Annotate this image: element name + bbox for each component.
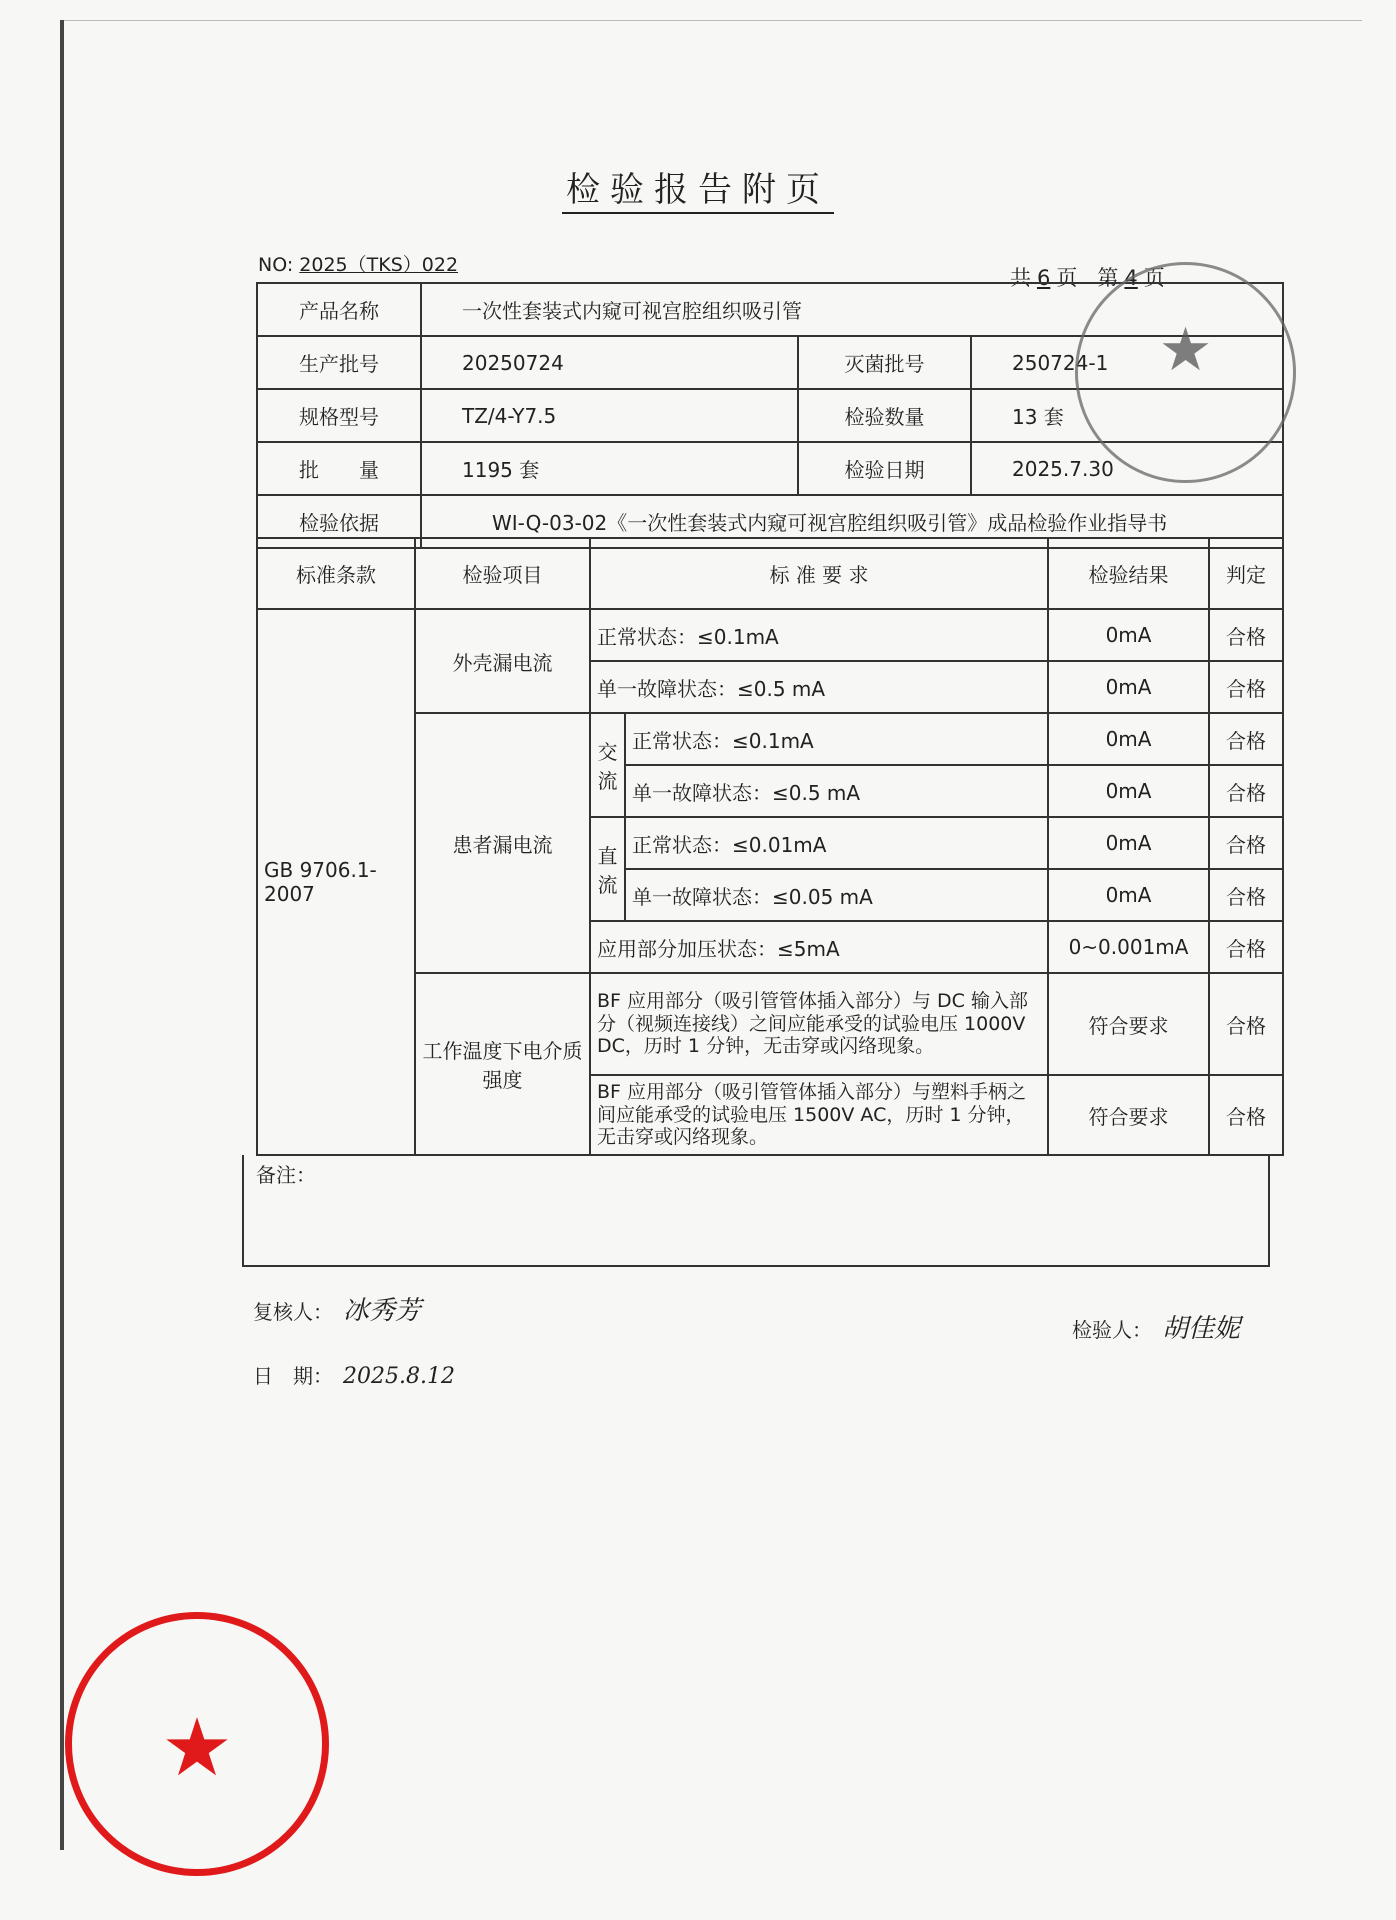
model-label: 规格型号 xyxy=(257,389,421,442)
reviewer-signature: 冰秀芳 xyxy=(343,1296,422,1326)
header-item: 检验项目 xyxy=(415,538,590,609)
no-label: NO: xyxy=(258,254,294,276)
result-6: 0~0.001mA xyxy=(1048,921,1209,973)
sterile-batch: 250724-1 xyxy=(971,336,1283,389)
batch-label: 生产批号 xyxy=(257,336,421,389)
current-page: 4 xyxy=(1124,266,1138,290)
header-clause: 标准条款 xyxy=(257,538,415,609)
report-number xyxy=(258,250,458,277)
total-suffix: 页 xyxy=(1056,266,1078,290)
date xyxy=(253,1360,455,1389)
no-value: 2025（TKS）022 xyxy=(299,254,459,276)
req-0: 正常状态：≤0.1mA xyxy=(590,609,1048,661)
inspect-date-label: 检验日期 xyxy=(798,442,971,495)
inspection-stamp xyxy=(1075,262,1296,483)
group-ac: 交流 xyxy=(590,713,625,817)
req-6: 应用部分加压状态：≤5mA xyxy=(590,921,1048,973)
current-prefix: 第 xyxy=(1097,266,1119,290)
total-pages: 6 xyxy=(1037,266,1051,290)
current-suffix: 页 xyxy=(1143,266,1165,290)
group-patient: 患者漏电流 xyxy=(415,713,590,973)
page-title xyxy=(0,162,1396,211)
sterile-batch-label: 灭菌批号 xyxy=(798,336,971,389)
inspector-label: 检验人： xyxy=(1072,1318,1152,1342)
result-0: 0mA xyxy=(1048,609,1209,661)
result-7: 符合要求 xyxy=(1048,973,1209,1075)
basis-label: 检验依据 xyxy=(257,495,421,548)
lot-size-label: 批 量 xyxy=(257,442,421,495)
header-result: 检验结果 xyxy=(1048,538,1209,609)
result-3: 0mA xyxy=(1048,765,1209,817)
req-8: BF 应用部分（吸引管管体插入部分）与塑料手柄之间应能承受的试验电压 1500V AC，历时 1 分钟，无击穿或闪络现象。 xyxy=(590,1075,1048,1155)
req-1: 单一故障状态：≤0.5 mA xyxy=(590,661,1048,713)
page-edge-top xyxy=(62,20,1362,21)
req-2: 正常状态：≤0.1mA xyxy=(625,713,1048,765)
req-5: 单一故障状态：≤0.05 mA xyxy=(625,869,1048,921)
result-5: 0mA xyxy=(1048,869,1209,921)
standard-clause: GB 9706.1-2007 xyxy=(257,609,415,1155)
req-4: 正常状态：≤0.01mA xyxy=(625,817,1048,869)
verdict-3: 合格 xyxy=(1209,765,1283,817)
batch: 20250724 xyxy=(421,336,798,389)
group-enclosure: 外壳漏电流 xyxy=(415,609,590,713)
verdict-8: 合格 xyxy=(1209,1075,1283,1155)
remark-box xyxy=(242,1155,1270,1267)
group-dc: 直流 xyxy=(590,817,625,921)
inspect-date: 2025.7.30 xyxy=(971,442,1283,495)
verdict-1: 合格 xyxy=(1209,661,1283,713)
date-label: 日 期： xyxy=(253,1364,333,1388)
header-verdict: 判定 xyxy=(1209,538,1283,609)
test-table xyxy=(256,537,1284,1156)
total-prefix: 共 xyxy=(1010,266,1031,290)
inspector-signature: 胡佳妮 xyxy=(1162,1314,1241,1344)
reviewer xyxy=(253,1290,421,1327)
product-name-label: 产品名称 xyxy=(257,283,421,336)
verdict-5: 合格 xyxy=(1209,869,1283,921)
remark-label: 备注： xyxy=(256,1163,316,1187)
header-requirement: 标 准 要 求 xyxy=(590,538,1048,609)
group-dielectric: 工作温度下电介质强度 xyxy=(415,973,590,1155)
model: TZ/4-Y7.5 xyxy=(421,389,798,442)
verdict-4: 合格 xyxy=(1209,817,1283,869)
result-8: 符合要求 xyxy=(1048,1075,1209,1155)
result-2: 0mA xyxy=(1048,713,1209,765)
page-edge-left xyxy=(60,20,64,1850)
verdict-0: 合格 xyxy=(1209,609,1283,661)
star-icon: ★ xyxy=(161,1701,233,1794)
star-icon: ★ xyxy=(1158,315,1213,385)
req-3: 单一故障状态：≤0.5 mA xyxy=(625,765,1048,817)
verdict-6: 合格 xyxy=(1209,921,1283,973)
inspector xyxy=(1072,1308,1240,1345)
quality-stamp xyxy=(65,1612,329,1876)
inspect-qty-label: 检验数量 xyxy=(798,389,971,442)
verdict-2: 合格 xyxy=(1209,713,1283,765)
date-signature: 2025.8.12 xyxy=(343,1364,455,1389)
result-1: 0mA xyxy=(1048,661,1209,713)
basis: WI-Q-03-02《一次性套装式内窥可视宫腔组织吸引管》成品检验作业指导书 xyxy=(421,495,1283,548)
title-text: 检验报告附页 xyxy=(562,170,834,214)
lot-size: 1195 套 xyxy=(421,442,798,495)
result-4: 0mA xyxy=(1048,817,1209,869)
verdict-7: 合格 xyxy=(1209,973,1283,1075)
reviewer-label: 复核人： xyxy=(253,1300,333,1324)
req-7: BF 应用部分（吸引管管体插入部分）与 DC 输入部分（视频连接线）之间应能承受的试验电压 1000V DC，历时 1 分钟，无击穿或闪络现象。 xyxy=(590,973,1048,1075)
inspect-qty: 13 套 xyxy=(971,389,1283,442)
product-name: 一次性套装式内窥可视宫腔组织吸引管 xyxy=(421,283,1283,336)
